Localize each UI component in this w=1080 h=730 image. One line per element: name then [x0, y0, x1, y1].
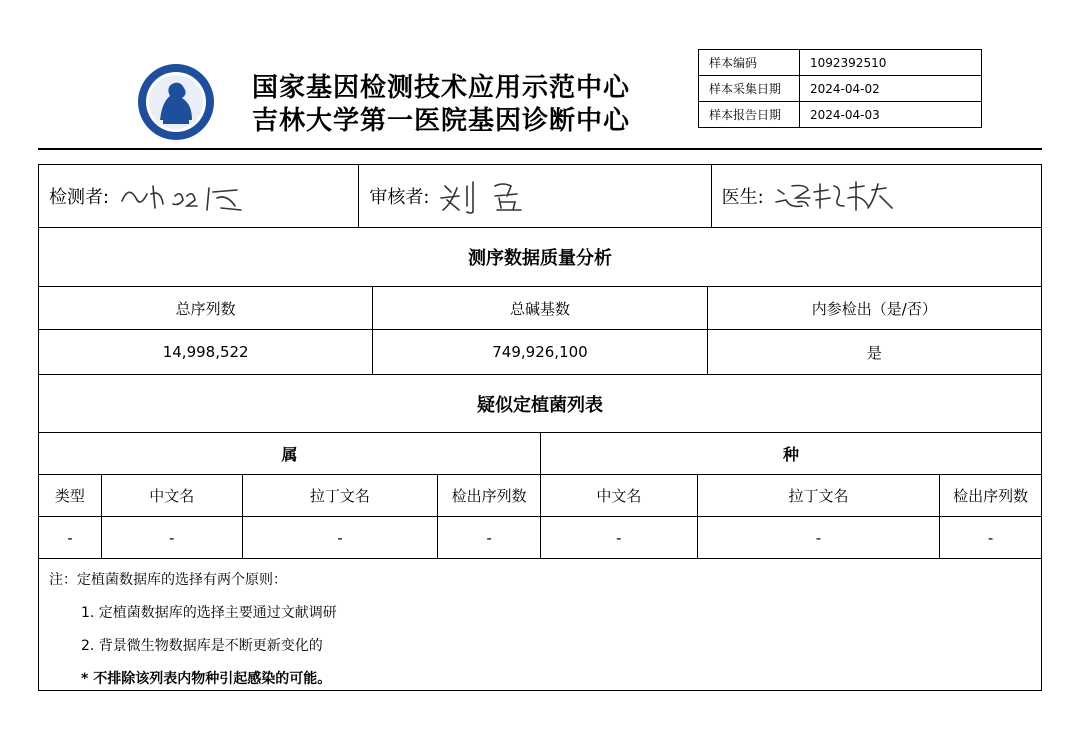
colonizer-title: 疑似定植菌列表: [477, 394, 603, 416]
species-latin-name-column: 拉丁文名: [697, 475, 940, 516]
report-sheet: [38, 164, 1042, 691]
reviewer-signature: [437, 176, 537, 216]
colonizer-title-row: [39, 374, 1041, 432]
doctor-cell: [711, 165, 1041, 227]
quality-value-row: [39, 329, 1041, 374]
species-read-count-column: 检出序列数: [939, 475, 1041, 516]
title-line-1: 国家基因检测技术应用示范中心: [252, 73, 631, 103]
quality-title: 测序数据质量分析: [468, 248, 612, 269]
total-reads-value: 14,998,522: [162, 343, 249, 361]
collection-date-value: 2024-04-02: [800, 76, 982, 102]
report-date-value: 2024-04-03: [800, 102, 982, 128]
sample-id-value: 1092392510: [800, 50, 982, 76]
hospital-seal-logo: [136, 62, 216, 142]
report-date-label: 样本报告日期: [699, 102, 800, 128]
tester-label: 检测者:: [49, 187, 110, 208]
notes-intro: 注：定植菌数据库的选择有两个原则：: [49, 572, 287, 588]
type-column: 类型: [54, 487, 85, 505]
quality-title-row: [39, 227, 1041, 286]
notes-item-1: 1. 定植菌数据库的选择主要通过文献调研: [81, 605, 337, 621]
sample-info-table: [698, 49, 982, 128]
collection-date-label: 样本采集日期: [699, 76, 800, 102]
sample-id-row: [699, 50, 982, 76]
center-title: [252, 72, 630, 138]
total-bases-value: 749,926,100: [372, 330, 706, 374]
internal-control-value: 是: [707, 330, 1041, 374]
total-bases-header: 总碱基数: [372, 287, 706, 329]
reviewer-cell: [358, 165, 710, 227]
genus-chinese-name-column: 中文名: [101, 475, 242, 516]
type-cell: -: [67, 528, 73, 547]
signature-row: [39, 165, 1041, 227]
reviewer-label: 审核者:: [369, 187, 430, 208]
header-divider: [38, 148, 1042, 150]
quality-header-row: [39, 286, 1041, 329]
species-read-count-cell: -: [939, 517, 1041, 558]
genus-latin-name-cell: -: [242, 517, 438, 558]
tester-signature: [117, 176, 247, 216]
species-header: 种: [540, 433, 1041, 474]
doctor-label: 医生:: [721, 187, 764, 208]
doctor-signature: [772, 176, 902, 216]
genus-read-count-column: 检出序列数: [437, 475, 540, 516]
collection-date-row: [699, 76, 982, 102]
notes-warning: * 不排除该列表内物种引起感染的可能。: [81, 671, 332, 687]
genus-header: 属: [281, 445, 298, 464]
report-date-row: [699, 102, 982, 128]
genus-chinese-name-cell: -: [101, 517, 242, 558]
total-reads-header: 总序列数: [175, 299, 236, 318]
notes-item-2: 2. 背景微生物数据库是不断更新变化的: [81, 638, 323, 654]
species-latin-name-cell: -: [697, 517, 940, 558]
tester-cell: [39, 165, 358, 227]
sample-id-label: 样本编码: [699, 50, 800, 76]
internal-control-header: 内参检出（是/否）: [707, 287, 1041, 329]
title-line-2: 吉林大学第一医院基因诊断中心: [252, 106, 631, 136]
rank-header-row: [39, 432, 1041, 474]
genus-latin-name-column: 拉丁文名: [242, 475, 438, 516]
species-chinese-name-cell: -: [540, 517, 697, 558]
genus-read-count-cell: -: [437, 517, 540, 558]
colonizer-column-row: [39, 474, 1041, 516]
notes-section: [39, 558, 1041, 690]
species-chinese-name-column: 中文名: [540, 475, 697, 516]
colonizer-data-row: [39, 516, 1041, 558]
